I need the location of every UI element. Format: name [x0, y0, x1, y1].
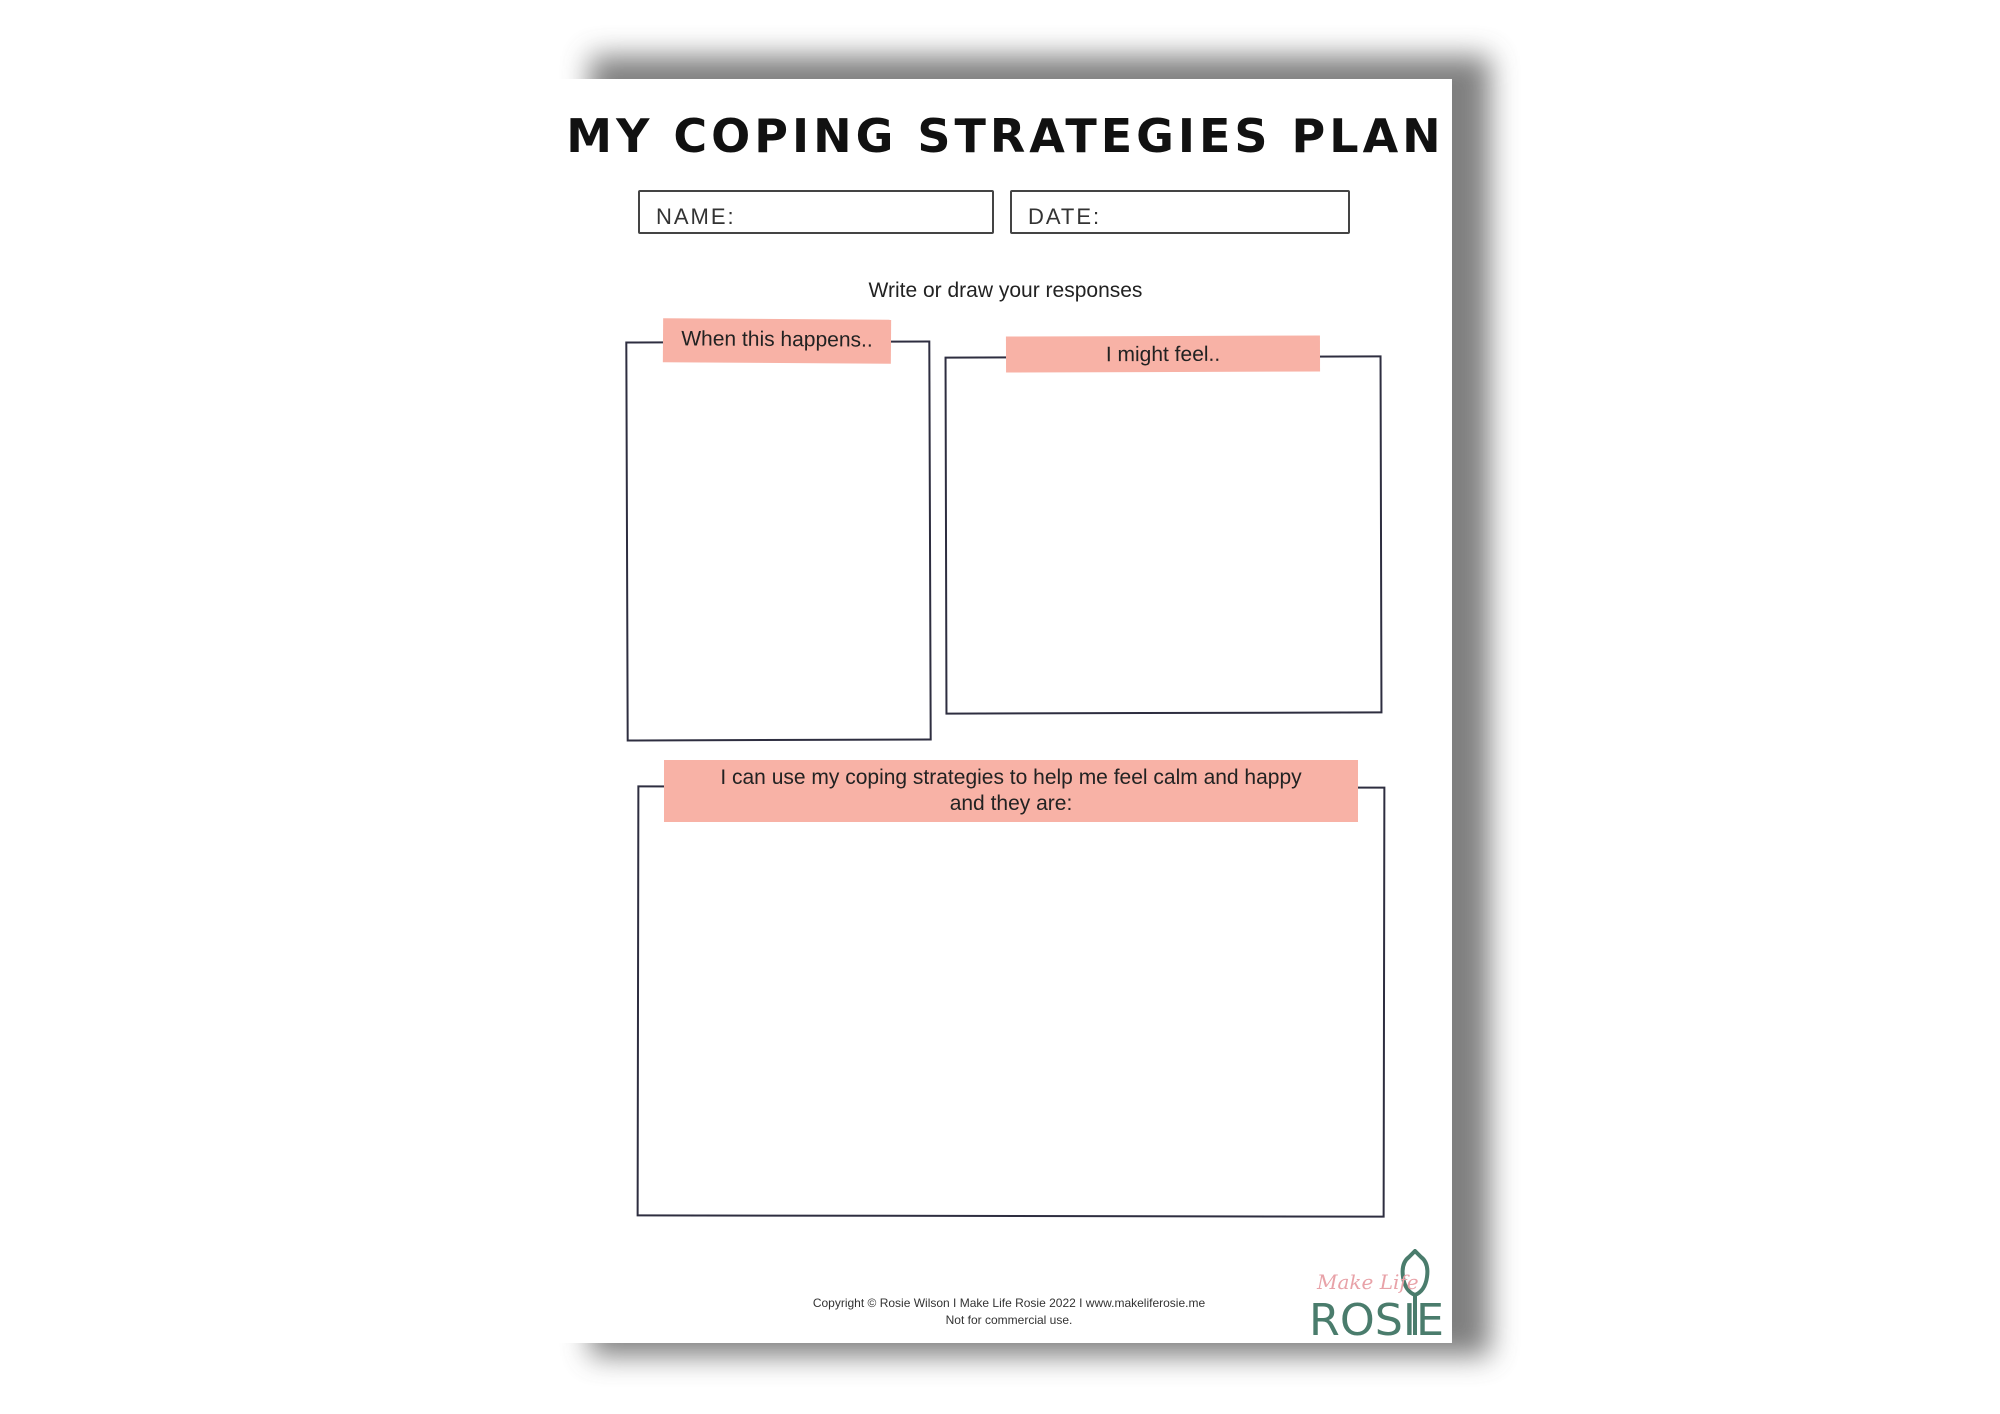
make-life-rosie-logo: [1309, 1249, 1444, 1339]
coping-label-line1: I can use my coping strategies to help me feel calm and happy: [720, 766, 1302, 789]
instructions: Write or draw your responses: [868, 279, 1143, 302]
i-might-feel-box[interactable]: [945, 355, 1383, 714]
footer: [812, 1295, 1206, 1329]
date-label: DATE:: [1028, 204, 1102, 229]
i-might-feel-label: I might feel..: [1006, 335, 1320, 372]
coping-label-line2: and they are:: [949, 792, 1073, 815]
coping-strategies-label: [664, 760, 1358, 822]
name-field[interactable]: [638, 190, 994, 234]
when-this-happens-label: When this happens..: [663, 318, 891, 364]
name-label: NAME:: [656, 204, 736, 229]
copyright-text: Copyright © Rosie Wilson I Make Life Rosie 2022 I www.makeliferosie.me: [812, 1296, 1206, 1310]
date-field[interactable]: [1010, 190, 1350, 234]
notice-text: Not for commercial use.: [945, 1313, 1073, 1327]
when-this-happens-box[interactable]: [625, 340, 931, 741]
svg-text:ROSIE: ROSIE: [1309, 1295, 1444, 1339]
coping-strategies-box[interactable]: [637, 785, 1386, 1217]
page-title: MY COPING STRATEGIES PLAN: [566, 109, 1445, 163]
rose-logo-icon: [1309, 1249, 1444, 1339]
svg-text:Make Life: Make Life: [1317, 1270, 1419, 1294]
worksheet-page: [559, 79, 1452, 1343]
